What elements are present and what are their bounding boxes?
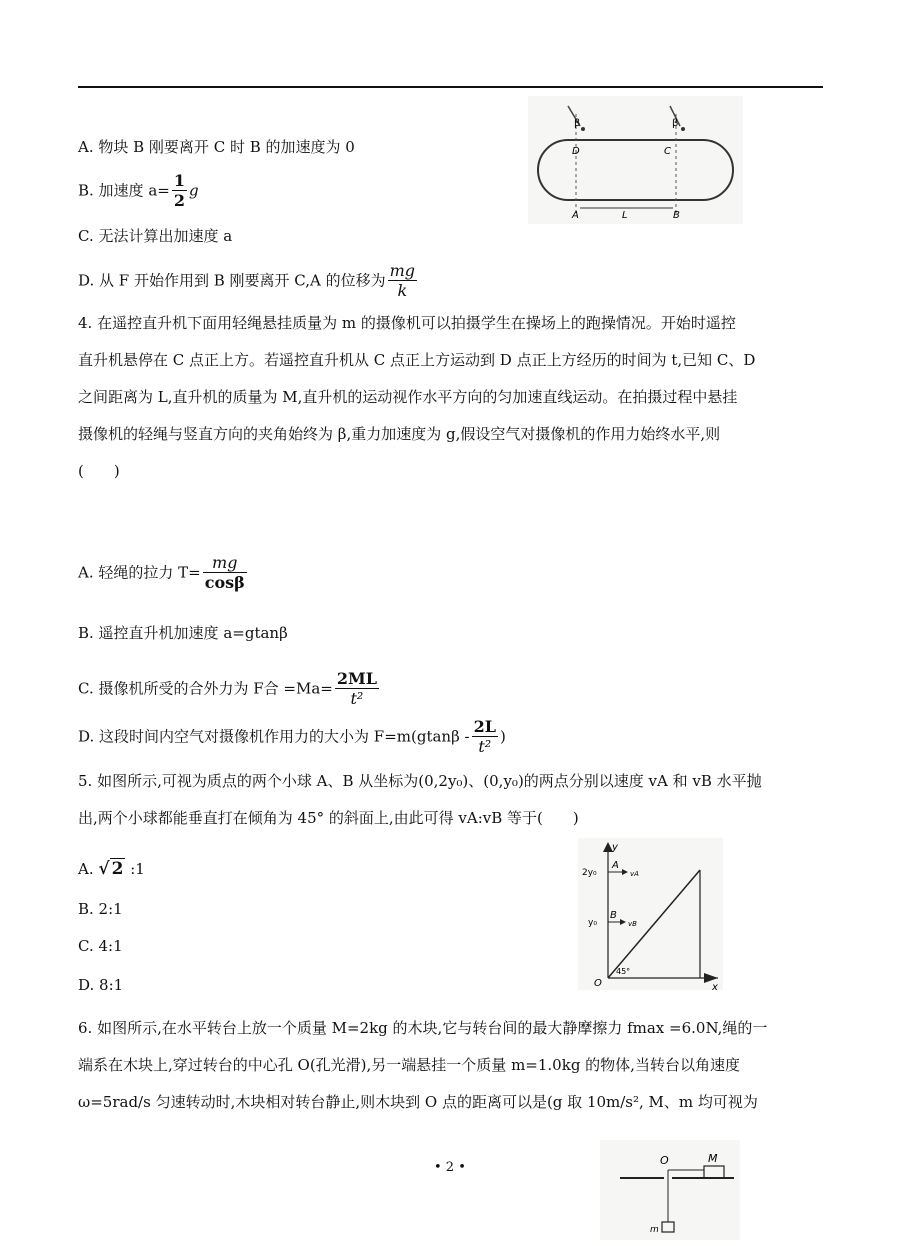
q3-option-b-prefix: B. 加速度 a= <box>78 181 170 200</box>
q4-line-5: ( ) <box>78 462 120 480</box>
q4-option-d-numerator: 2L <box>473 717 496 736</box>
q3-option-b-suffix: g <box>188 181 199 200</box>
q4-option-d-suffix: ) <box>499 727 506 746</box>
q5-line-2: 出,两个小球都能垂直打在倾角为 45° 的斜面上,由此可得 vA:vB 等于( ) <box>78 809 579 827</box>
va-label: vA <box>630 870 639 878</box>
q4-option-d-denominator: t² <box>472 736 498 757</box>
q3-option-d <box>78 262 419 301</box>
q5-option-a <box>78 858 145 880</box>
q4-option-c-numerator: 2ML <box>336 669 377 688</box>
block-M-label: M <box>708 1152 718 1165</box>
q4-option-a-fraction <box>203 554 247 593</box>
q6-line-1: 6. 如图所示,在水平转台上放一个质量 M=2kg 的木块,它与转台间的最大静摩擦力 fmax =6.0N,绳的一 <box>78 1019 768 1037</box>
q5-option-a-radicand: 2 <box>111 859 124 879</box>
q3-option-a: A. 物块 B 刚要离开 C 时 B 的加速度为 0 <box>78 138 355 156</box>
slope-figure <box>578 838 723 990</box>
ball-a-label: A <box>612 860 619 871</box>
tick-y0: y₀ <box>588 918 597 928</box>
angle-label: 45° <box>616 967 631 976</box>
q5-option-a-suffix: :1 <box>130 860 145 878</box>
tick-2y0: 2y₀ <box>582 868 597 878</box>
label-C: C <box>664 146 671 157</box>
q6-line-3: ω=5rad/s 匀速转动时,木块相对转台静止,则木块到 O 点的距离可以是(g 取 10m/s², M、m 均可视为 <box>78 1093 758 1111</box>
q6-stem <box>78 1010 823 1121</box>
mass-m-label: m <box>650 1225 659 1235</box>
q3-option-b <box>78 172 199 211</box>
q3-option-d-denominator: k <box>388 280 417 301</box>
q5-stem <box>78 763 823 837</box>
q4-line-1: 4. 在遥控直升机下面用轻绳悬挂质量为 m 的摄像机可以拍摄学生在操场上的跑操情况。开始时遥控 <box>78 314 736 332</box>
q4-option-d <box>78 718 506 757</box>
q5-option-d: D. 8:1 <box>78 976 124 994</box>
q5-option-a-sqrt: √ 2 <box>98 859 124 879</box>
q4-option-a-prefix: A. 轻绳的拉力 T= <box>78 563 201 582</box>
q4-line-2: 直升机悬停在 C 点正上方。若遥控直升机从 C 点正上方运动到 D 点正上方经历的时间为 t,已知 C、D <box>78 351 756 369</box>
label-D: D <box>572 146 580 157</box>
ball-b-label: B <box>610 910 617 921</box>
q3-option-d-fraction <box>388 262 417 301</box>
q4-line-3: 之间距离为 L,直升机的质量为 M,直升机的运动视作水平方向的匀加速直线运动。在拍摄过程中悬挂 <box>78 388 738 406</box>
q3-option-b-fraction <box>172 172 187 211</box>
page-number: • 2 • <box>434 1160 466 1175</box>
q6-line-2: 端系在木块上,穿过转台的中心孔 O(孔光滑),另一端悬挂一个质量 m=1.0kg 的物体,当转台以角速度 <box>78 1056 740 1074</box>
q3-option-b-denominator: 2 <box>173 191 185 210</box>
origin-label: O <box>594 978 602 989</box>
q3-option-d-prefix: D. 从 F 开始作用到 B 刚要离开 C,A 的位移为 <box>78 271 386 290</box>
q5-line-1: 5. 如图所示,可视为质点的两个小球 A、B 从坐标为(0,2y₀)、(0,y₀)的两点分别以速度 vA 和 vB 水平抛 <box>78 772 762 790</box>
turntable-figure <box>600 1140 740 1240</box>
axis-x-label: x <box>712 982 718 990</box>
vb-label: vB <box>628 920 637 928</box>
q4-stem <box>78 305 823 490</box>
q4-option-c <box>78 670 381 709</box>
label-A: A <box>572 210 579 221</box>
header-rule <box>78 86 823 88</box>
q4-option-c-fraction <box>335 670 379 709</box>
q4-option-d-prefix: D. 这段时间内空气对摄像机作用力的大小为 F=m(gtanβ - <box>78 727 470 746</box>
q4-option-c-denominator: t² <box>335 688 379 709</box>
q5-option-a-prefix: A. <box>78 860 94 878</box>
q3-option-d-numerator: mg <box>389 261 416 280</box>
q5-option-b: B. 2:1 <box>78 900 123 918</box>
label-B: B <box>673 210 680 221</box>
q4-option-c-prefix: C. 摄像机所受的合外力为 F合 =Ma= <box>78 679 333 698</box>
label-beta-1: β <box>574 118 581 129</box>
label-beta-2: β <box>672 118 679 129</box>
axis-y-label: y <box>612 842 618 853</box>
center-o-label: O <box>660 1154 669 1167</box>
q4-option-a-denominator: cosβ <box>204 573 245 592</box>
q4-option-a <box>78 554 249 593</box>
q5-option-c: C. 4:1 <box>78 937 123 955</box>
q4-option-d-fraction <box>472 718 498 757</box>
label-L: L <box>622 210 628 221</box>
q3-option-c: C. 无法计算出加速度 a <box>78 227 233 245</box>
q4-option-b: B. 遥控直升机加速度 a=gtanβ <box>78 624 288 642</box>
q4-line-4: 摄像机的轻绳与竖直方向的夹角始终为 β,重力加速度为 g,假设空气对摄像机的作用力始终水平,则 <box>78 425 721 443</box>
q4-option-a-numerator: mg <box>212 553 238 572</box>
q3-option-b-numerator: 1 <box>173 171 185 190</box>
track-figure <box>528 96 743 224</box>
